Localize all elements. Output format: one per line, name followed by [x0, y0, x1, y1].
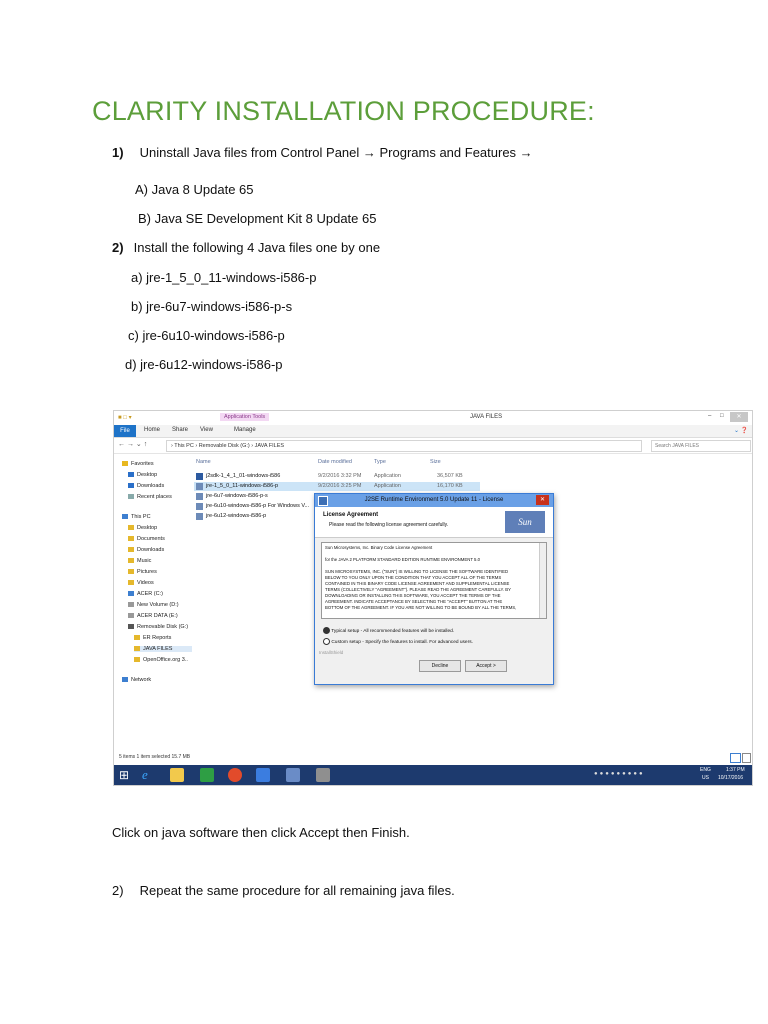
nav-item[interactable]: Network [122, 677, 151, 683]
step-2-number: 2) [112, 240, 124, 255]
ribbon-tab-share[interactable]: Share [172, 427, 189, 433]
license-dialog [314, 493, 554, 685]
nav-item[interactable]: Downloads [128, 483, 164, 489]
folder-icon [134, 657, 140, 662]
installer-icon [196, 513, 203, 520]
tray-icons[interactable]: ●●●●●●●●● [594, 771, 645, 777]
nav-item[interactable]: Favorites [122, 461, 154, 467]
java-icon [318, 496, 328, 506]
typical-setup-option[interactable]: Typical setup - All recommended features will be installed. [323, 627, 454, 634]
computer-icon [122, 514, 128, 519]
file-explorer-icon[interactable] [170, 768, 184, 782]
step-1-item-b: B) Java SE Development Kit 8 Update 65 [138, 211, 377, 226]
step-2 [112, 240, 380, 255]
step-2-item-a: a) jre-1_5_0_11-windows-i586-p [131, 270, 317, 285]
folder-icon [134, 646, 140, 651]
nav-item[interactable]: Recent places [128, 494, 172, 500]
nav-item[interactable]: This PC [122, 514, 151, 520]
step-repeat [112, 883, 455, 898]
custom-setup-option[interactable]: Custom setup - Specify the features to install. For advanced users. [323, 638, 473, 645]
ribbon [114, 425, 752, 438]
file-row[interactable]: j2sdk-1_4_1_01-windows-i586 9/2/2016 3:32 PM Application 36,507 KB [194, 472, 544, 481]
license-line: BELOW TO YOU ONLY UPON THE CONDITION THAT YOU ACCEPT ALL OF THE TERMS [325, 575, 502, 580]
drive-icon [128, 602, 134, 607]
drive-icon [128, 591, 134, 596]
application-tools-label: Application Tools [220, 413, 269, 421]
file-row[interactable]: jre-6u10-windows-i586-p For Windows V... [194, 502, 544, 511]
windows-start-icon[interactable]: ⊞ [119, 768, 130, 782]
language-code[interactable]: ENG [700, 767, 711, 773]
file-row[interactable]: jre-6u12-windows-i586-p [194, 512, 544, 521]
drive-icon [128, 613, 134, 618]
nav-item[interactable]: Music [128, 558, 151, 564]
nav-item[interactable]: Pictures [128, 569, 157, 575]
nav-item-selected[interactable]: JAVA FILES [134, 646, 192, 652]
window-title: JAVA FILES [470, 414, 503, 420]
license-heading: License Agreement [323, 512, 379, 518]
installshield-label: InstallShield [319, 650, 344, 655]
nav-item[interactable]: Documents [128, 536, 165, 542]
nav-item[interactable]: ER Reports [134, 635, 171, 641]
installer-taskbar-icon[interactable] [316, 768, 330, 782]
step-2-item-c: c) jre-6u10-windows-i586-p [128, 328, 285, 343]
app-icon[interactable] [286, 768, 300, 782]
ribbon-tab-manage[interactable]: Manage [234, 427, 256, 433]
nav-item[interactable]: Removable Disk (G:) [128, 624, 188, 630]
maximize-icon[interactable]: □ [720, 413, 724, 419]
address-bar [114, 438, 752, 454]
step-repeat-number: 2) [112, 883, 124, 898]
folder-icon [134, 635, 140, 640]
license-subheading: Please read the following license agreement carefully. [329, 522, 449, 528]
license-scrollbar[interactable] [539, 543, 546, 618]
step-1-item-a: A) Java 8 Update 65 [135, 182, 254, 197]
step-2-item-d: d) jre-6u12-windows-i586-p [125, 357, 283, 372]
status-bar: 5 items 1 item selected 15.7 MB [119, 754, 191, 760]
nav-item[interactable]: ACER DATA (E:) [128, 613, 178, 619]
folder-icon [128, 547, 134, 552]
java-file-icon [196, 473, 203, 480]
document-title: CLARITY INSTALLATION PROCEDURE: [92, 96, 595, 126]
explorer-titlebar [114, 411, 752, 426]
file-row[interactable]: jre-6u7-windows-i586-p-s [194, 492, 544, 501]
license-line: DOWNLOADING OR INSTALLING THIS SOFTWARE, YOU ACCEPT THE TERMS OF THE [325, 593, 501, 598]
nav-item[interactable]: OpenOffice.org 3.. [134, 657, 188, 663]
usb-drive-icon [128, 624, 134, 629]
folder-icon [128, 569, 134, 574]
dialog-title: J2SE Runtime Environment 5.0 Update 11 - License [315, 494, 553, 507]
chrome-icon[interactable] [228, 768, 242, 782]
radio-unchecked-icon [323, 638, 330, 645]
taskbar [114, 765, 752, 785]
app-icon[interactable] [256, 768, 270, 782]
license-line: for the JAVA 2 PLATFORM STANDARD EDITION RUNTIME ENVIRONMENT 5.0 [325, 557, 481, 562]
desktop-icon [128, 472, 134, 477]
column-date-modified[interactable]: Date modified [318, 459, 352, 465]
step-2-item-b: b) jre-6u7-windows-i586-p-s [131, 299, 293, 314]
nav-item[interactable]: Desktop [128, 525, 157, 531]
folder-icon [128, 525, 134, 530]
installer-icon [196, 503, 203, 510]
license-line: BOTTOM OF THE AGREEMENT. IF YOU ARE NOT WILLING TO BE BOUND BY ALL THE TERMS, [325, 605, 517, 610]
step-repeat-text: Repeat the same procedure for all remaining java files. [139, 883, 455, 898]
ribbon-tab-home[interactable]: Home [144, 427, 161, 433]
dialog-close-button[interactable]: ✕ [536, 495, 549, 505]
step-1 [112, 145, 533, 160]
file-row-selected[interactable]: jre-1_5_0_11-windows-i586-p 9/2/2016 3:25 PM Application 16,170 KB [194, 482, 480, 491]
license-line: CONTAINED IN THIS BINARY CODE LICENSE AGREEMENT AND SUPPLEMENTAL LICENSE [325, 581, 510, 586]
nav-item[interactable]: Downloads [128, 547, 164, 553]
ribbon-tab-file[interactable]: File [114, 425, 136, 437]
address-input[interactable]: › This PC › Removable Disk (G:) › JAVA FILES [166, 440, 642, 452]
nav-item[interactable]: ACER (C:) [128, 591, 163, 597]
close-icon[interactable]: ✕ [730, 412, 748, 422]
details-view-icon[interactable] [730, 753, 741, 763]
nav-item[interactable]: New Volume (D:) [128, 602, 179, 608]
step-1-number: 1) [112, 145, 124, 160]
license-line: Sun Microsystems, Inc. Binary Code License Agreement [325, 545, 433, 550]
nav-item[interactable]: Desktop [128, 472, 157, 478]
downloads-icon [128, 483, 134, 488]
installer-icon [196, 483, 203, 490]
column-size[interactable]: Size [430, 459, 441, 465]
region-code[interactable]: US [702, 775, 709, 781]
decline-button[interactable]: Decline [419, 660, 461, 672]
folder-icon: ■ □ ▾ [118, 415, 132, 421]
column-name[interactable]: Name [196, 459, 211, 465]
network-icon [122, 677, 128, 682]
clock-date[interactable]: 10/17/2016 [718, 775, 744, 781]
step-1-text: Uninstall Java files from Control Panel → Programs and Features → [139, 145, 533, 160]
explorer-screenshot [113, 410, 753, 786]
license-line: AGREEMENT. INDICATE ACCEPTANCE BY SELECTING THE "ACCEPT" BUTTON AT THE [325, 599, 503, 604]
recent-icon [128, 494, 134, 499]
folder-icon [128, 558, 134, 563]
license-line: TERMS (COLLECTIVELY "AGREEMENT"). PLEASE READ THE AGREEMENT CAREFULLY. BY [325, 587, 511, 592]
folder-icon [128, 580, 134, 585]
accept-button[interactable]: Accept > [465, 660, 507, 672]
dialog-header [315, 507, 553, 538]
license-line: SUN MICROSYSTEMS, INC. ("SUN") IS WILLING TO LICENSE THE SOFTWARE IDENTIFIED [325, 569, 509, 574]
clock-time[interactable]: 1:37 PM [726, 767, 745, 773]
installer-icon [196, 493, 203, 500]
internet-explorer-icon[interactable]: e [142, 767, 148, 782]
sun-logo: Sun [505, 511, 545, 533]
nav-arrows-icon[interactable]: ← → ⌄ ↑ [118, 441, 148, 448]
help-icon[interactable]: ⌄ ❓ [734, 428, 749, 434]
radio-checked-icon [323, 627, 330, 634]
column-type[interactable]: Type [374, 459, 386, 465]
search-input[interactable]: Search JAVA FILES [651, 440, 751, 452]
star-icon [122, 461, 128, 466]
large-icons-view-icon[interactable] [742, 753, 751, 763]
ribbon-tab-view[interactable]: View [200, 427, 213, 433]
folder-icon [128, 536, 134, 541]
minimize-icon[interactable]: – [708, 413, 712, 419]
license-text-box[interactable] [321, 542, 547, 619]
instruction-text: Click on java software then click Accept then Finish. [112, 825, 410, 840]
nav-item[interactable]: Videos [128, 580, 154, 586]
store-icon[interactable] [200, 768, 214, 782]
step-2-text: Install the following 4 Java files one by one [133, 240, 381, 255]
